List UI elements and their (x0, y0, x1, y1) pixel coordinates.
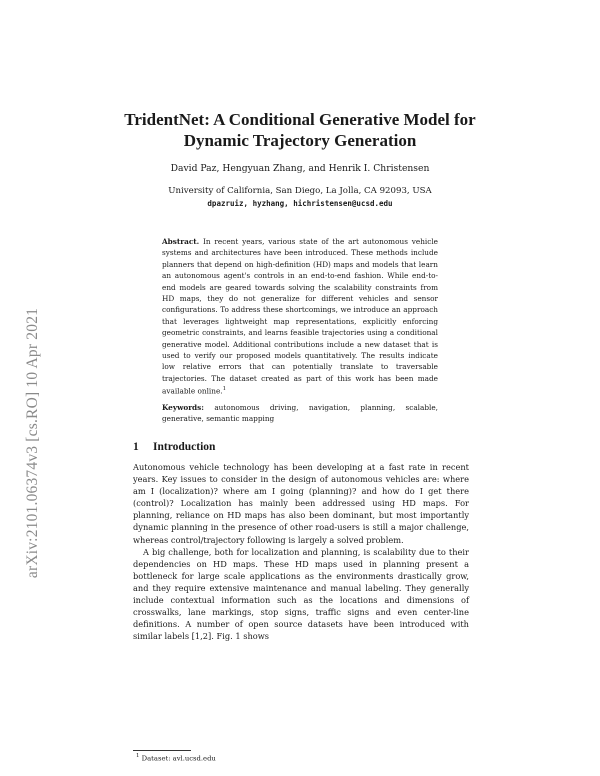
footnote-rule (133, 750, 191, 751)
arxiv-stamp (18, 208, 48, 678)
affiliation: University of California, San Diego, La Jolla, CA 92093, USA (168, 186, 432, 196)
section-heading (133, 441, 215, 453)
introduction-body (133, 461, 469, 642)
paper-title-line-2: Dynamic Trajectory Generation (183, 131, 417, 150)
abstract-text: In recent years, various state of the art autonomous vehicle systems and architectures have been introduced. These methods include planners that depend on high-definition (HD) maps and models that learn an autonomous agent's controls in an end-to-end fashion. While end-to-end models are geared towards solving the scalability constraints from HD maps, they do not generalize for different vehicles and sensor configurations. To address these shortcomings, we introduce an approach that leverages lightweight map representations, explicitly enforcing geometric constraints, and learns feasible trajectories using a conditional generative model. Additional contributions include a new dataset that is used to verify our proposed models quantitatively. The results indicate low relative errors that can potentially translate to traversable trajectories. The dataset created as part of this work has been made available online. (162, 237, 438, 396)
abstract-label: Abstract. (162, 237, 200, 246)
keywords-label: Keywords: (162, 403, 204, 412)
paper-title (0, 109, 600, 151)
footnote-text: Dataset: avl.ucsd.edu (141, 754, 216, 763)
paragraph-2: A big challenge, both for localization and planning, is scalability due to their dependencies on HD maps. These HD maps used in planning present a bottleneck for large scale applications as the environments drastically grow, and they require extensive maintenance and manual labeling. They generally include contextual information such as the locations and dimensions of crosswalks, lane markings, stop signs, traffic signs and even center-line definitions. A number of open source datasets have been introduced with similar labels [1,2]. Fig. 1 shows (133, 546, 469, 642)
affiliation-block (0, 185, 600, 210)
authors: David Paz, Hengyuan Zhang, and Henrik I. Christensen (170, 163, 430, 174)
abstract (162, 236, 438, 397)
author-emails: dpazruiz, hyzhang, hichristensen@ucsd.edu (207, 198, 393, 208)
keywords (162, 402, 438, 425)
footnote (136, 753, 216, 762)
arxiv-stamp-text: arXiv:2101.06374v3 [cs.RO] 10 Apr 2021 (24, 307, 41, 579)
paragraph-1: Autonomous vehicle technology has been developing at a fast rate in recent years. Key issues to consider in the design of autonomous vehicles are: where am I (localization)? where am I going (planning)? and how do I get there (control)? Localization has mainly been addressed using HD maps. For planning, reliance on HD maps has also been dominant, but most importantly dynamic planning in the presence of other road-users is still a major challenge, whereas control/trajectory following is largely a solved problem. (133, 462, 469, 545)
paper-title-line-1: TridentNet: A Conditional Generative Model for (124, 110, 476, 129)
keywords-text: autonomous driving, navigation, planning, scalable, generative, semantic mapping (162, 403, 438, 424)
abstract-footnote-mark: 1 (222, 386, 227, 393)
section-number: 1 (133, 441, 139, 453)
footnote-mark: 1 (136, 753, 140, 759)
section-title: Introduction (153, 441, 216, 453)
